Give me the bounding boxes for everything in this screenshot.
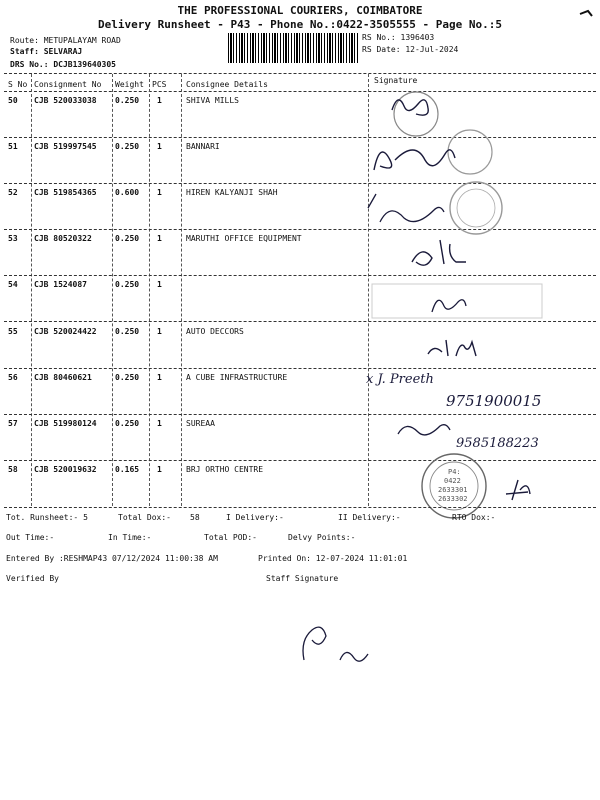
- row-pcs: 1: [157, 234, 162, 244]
- staff-label: Staff: SELVARAJ: [10, 47, 83, 56]
- runsheet-title: Delivery Runsheet - P43 - Phone No.:0422-3505555 - Page No.:5: [98, 18, 502, 31]
- row-consignment: CJB 1524087: [34, 280, 87, 290]
- receiver-phone-56: 9751900015: [446, 392, 542, 410]
- receiver-name-56: x J. Preeth: [366, 372, 434, 387]
- row-pcs: 1: [157, 280, 162, 290]
- drs-number: DRS No.: DCJB139640305: [10, 60, 116, 69]
- in-time: In Time:-: [108, 533, 152, 542]
- receiver-phone-57: 9585188223: [456, 436, 539, 451]
- row-details: AUTO DECCORS: [186, 326, 244, 336]
- row-sno: 50: [8, 96, 18, 105]
- row-sno: 57: [8, 418, 18, 428]
- row-sno: 54: [8, 280, 18, 290]
- row-pcs: 1: [157, 418, 162, 428]
- verified-by: Verified By: [6, 574, 59, 583]
- rto-dox: RTO Dox:-: [452, 513, 496, 522]
- row-sno: 52: [8, 188, 18, 198]
- route-label: Route: METUPALAYAM ROAD: [10, 36, 121, 45]
- row-weight: 0.250: [115, 96, 140, 105]
- stamp-line3: 2633301: [438, 486, 468, 494]
- row-weight: 0.600: [115, 188, 140, 198]
- row-weight: 0.250: [115, 326, 140, 336]
- i-delivery: I Delivery:-: [226, 513, 284, 522]
- row-pcs: 1: [157, 188, 162, 198]
- col-weight: Weight: [115, 80, 144, 89]
- row-pcs: 1: [157, 372, 162, 382]
- row-weight: 0.165: [115, 464, 140, 474]
- delvy-points: Delvy Points:-: [288, 533, 356, 542]
- row-weight: 0.250: [115, 142, 140, 152]
- row-consignment: CJB 519997545: [34, 142, 97, 152]
- row-details: BANNARI: [186, 142, 220, 152]
- total-dox-value: 58: [190, 513, 200, 522]
- company-title: THE PROFESSIONAL COURIERS, COIMBATORE: [177, 4, 423, 17]
- rs-number: RS No.: 1396403: [362, 33, 435, 42]
- row-weight: 0.250: [115, 418, 140, 428]
- footer-top-rule: [4, 507, 596, 508]
- row-pcs: 1: [157, 142, 162, 152]
- row-details: SHIVA MILLS: [186, 96, 239, 105]
- rs-date: RS Date: 12-Jul-2024: [362, 45, 459, 54]
- total-pod: Total POD:-: [204, 533, 257, 542]
- col-pcs: PCS: [152, 80, 167, 89]
- col-sno: S No: [8, 80, 28, 89]
- printed-on: Printed On: 12-07-2024 11:01:01: [258, 554, 408, 563]
- row-consignment: CJB 520024422: [34, 326, 97, 336]
- stamp-line4: 2633302: [438, 495, 468, 503]
- row-pcs: 1: [157, 326, 162, 336]
- row-sno: 53: [8, 234, 18, 244]
- total-runsheet: Tot. Runsheet:- 5: [6, 513, 88, 522]
- col-consignment: Consignment No: [34, 80, 102, 89]
- row-weight: 0.250: [115, 280, 140, 290]
- row-sno: 56: [8, 372, 18, 382]
- row-details: HIREN KALYANJI SHAH: [186, 188, 278, 198]
- row-consignment: CJB 519854365: [34, 188, 97, 198]
- row-details: BRJ ORTHO CENTRE: [186, 464, 264, 474]
- out-time: Out Time:-: [6, 533, 55, 542]
- ii-delivery: II Delivery:-: [338, 513, 401, 522]
- total-dox-label: Total Dox:-: [118, 513, 171, 522]
- row-consignment: CJB 519980124: [34, 418, 97, 428]
- row-consignment: CJB 520019632: [34, 464, 97, 474]
- row-sno: 55: [8, 326, 18, 336]
- stamp-line2: 0422: [444, 477, 461, 485]
- row-weight: 0.250: [115, 372, 140, 382]
- staff-signature: Staff Signature: [266, 574, 339, 583]
- row-pcs: 1: [157, 464, 162, 474]
- row-consignment: CJB 80460621: [34, 372, 92, 382]
- row-pcs: 1: [157, 96, 162, 105]
- col-signature: Signature: [374, 76, 418, 85]
- row-consignment: CJB 520033038: [34, 96, 97, 105]
- row-details: A CUBE INFRASTRUCTURE: [186, 372, 288, 382]
- col-details: Consignee Details: [186, 80, 268, 89]
- entered-by: Entered By :RESHMAP43 07/12/2024 11:00:38 AM: [6, 554, 218, 563]
- row-details: MARUTHI OFFICE EQUIPMENT: [186, 234, 302, 244]
- stamp-line1: P4:: [448, 468, 461, 476]
- row-weight: 0.250: [115, 234, 140, 244]
- row-sno: 51: [8, 142, 18, 152]
- row-details: SUREAA: [186, 418, 215, 428]
- row-sno: 58: [8, 464, 18, 474]
- row-consignment: CJB 80520322: [34, 234, 92, 244]
